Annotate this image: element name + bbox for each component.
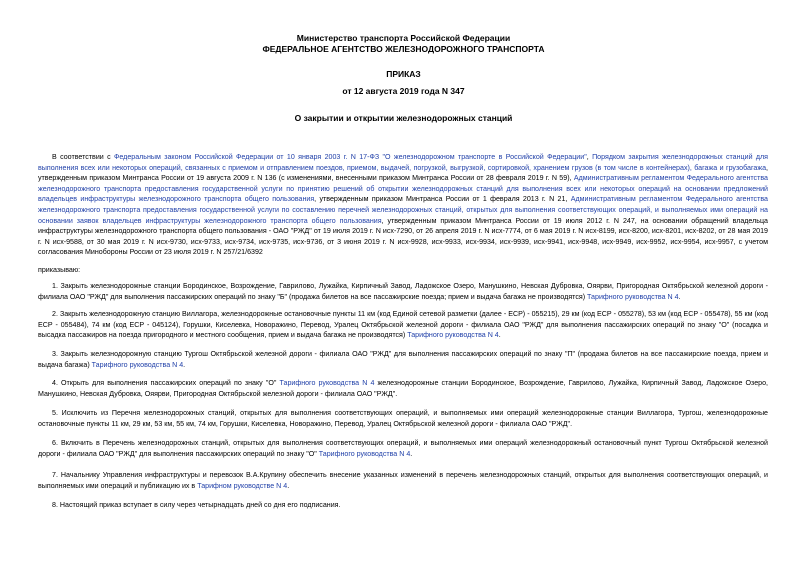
agency-title: ФЕДЕРАЛЬНОЕ АГЕНТСТВО ЖЕЛЕЗНОДОРОЖНОГО ТРАНСПОРТА <box>262 44 545 54</box>
item-text: 5. Исключить из Перечня железнодорожных станций, открытых для выполнения соответствующих операций, и выполняемых ими операций железнодорожные станции Виллагора, Тургош, железнодорожные остановочные пункты 11 км, 29 км, 53 км, 55 км, 74 км, Горушки, Киселевка, Новоражино, Перевод, Уралец Октябрьской железной дороги - филиала ОАО "РЖД". <box>38 409 768 428</box>
item-text: 7. Начальнику Управления инфраструктуры и перевозок В.А.Крупину обеспечить внесение указанных изменений в перечень железнодорожных станций, открытых для выполнения соответствующих операций, и выполняемых ими операций и публикацию их в <box>38 471 768 490</box>
doc-subject: О закрытии и открытии железнодорожных станций <box>294 113 513 123</box>
item-text: железнодорожные станции Бородинское, Возрождение, Гаврилово, Лужайка, Кирпичный Завод, Ладожское Озеро, Манушкино, Невская Дубровка, Ояярви, Пригородная Октябрьской железной дороги - филиала ОАО "РЖД". <box>38 379 769 398</box>
order-word: приказываю: <box>38 266 81 274</box>
tariff-guide-link[interactable]: Тарифного руководства N 4 <box>587 292 679 301</box>
item-text: 4. Открыть для выполнения пассажирских операций по знаку "О" <box>52 379 280 387</box>
ministry-title: Министерство транспорта Российской Федерации <box>296 33 511 43</box>
item-text: 3. Закрыть железнодорожную станцию Тургош Октябрьской железной дороги - филиала ОАО "РЖД" для выполнения пассажирских операций по знаку "П" (продажа билетов на все пассажирские поезда, прием и выдача багажа) <box>38 350 768 369</box>
preamble-text: , утвержденным приказом Минтранса России от 19 августа 2009 г. N 136 (с изменениями, внесенными приказом Минтранса России от 28 февраля 2019 г. N 59), <box>38 163 768 183</box>
preamble-text: В соответствии с <box>52 153 114 161</box>
item-tail: . <box>410 449 413 458</box>
preamble-text: , <box>586 153 593 161</box>
item-text: 8. Настоящий приказ вступает в силу через четырнадцать дней со дня его подписания. <box>52 501 341 509</box>
item-text: 6. Включить в Перечень железнодорожных станций, открытых для выполнения соответствующих операций, и выполняемых ими операций железнодорожный остановочный пункт Тургош Октябрьской железной дороги - филиала ОАО "РЖД" для выполнения пассажирских операций по знаку "О" <box>38 439 768 458</box>
tariff-guide-link[interactable]: Тарифного руководства N 4 <box>407 331 499 340</box>
federal-law-link[interactable]: Федеральным законом Российской Федерации от 10 января 2003 г. N 17-ФЗ "О железнодорожном транспорте в Российской Федерации" <box>114 153 587 161</box>
admin-regulation-list-link[interactable]: Административным регламентом Федерального агентства железнодорожного транспорта предоставления государственной услуги по составлению перечней железнодорожных станций, открытых для выполнения соответствующих операций, и выполняемых ими операций на основании заявок владельцев инфраструктуры железнодорожного транспорта общего пользования <box>38 195 768 225</box>
item-8 <box>38 500 768 511</box>
closure-procedure-link[interactable]: Порядком закрытия железнодорожных станций для выполнения всех или некоторых операций, связанных с приемом и отправлением поездов, приемом, выдачей, погрузкой, выгрузкой, сортировкой, хранением грузов (в том числе в контейнерах), багажа и грузобагажа <box>38 153 768 172</box>
tariff-guide-link[interactable]: Тарифного руководства N 4 <box>279 379 375 387</box>
item-7 <box>38 470 768 491</box>
preamble-paragraph <box>38 152 768 258</box>
item-tail: . <box>183 360 186 369</box>
item-text: 1. Закрыть железнодорожные станции Бородинское, Возрождение, Гаврилово, Лужайка, Кирпичный Завод, Ладожское Озеро, Манушкино, Невская Дубровка, Ояярви, Пригородная Октябрьской железной дороги - филиала ОАО "РЖД" для выполнения пассажирских операций по знаку "Б" (продажа билетов на все пассажирские поезда; прием и выдача багажа не производятся) <box>38 282 768 301</box>
item-3 <box>38 349 768 370</box>
admin-regulation-open-link[interactable]: Административным регламентом Федерального агентства железнодорожного транспорта предоставления государственной услуги по принятию решений об открытии железнодорожных станций для выполнения всех или некоторых операций на основании предложений владельцев инфраструктуры железнодорожного транспорта общего пользования <box>38 174 768 204</box>
tariff-guide-link[interactable]: Тарифном руководстве N 4 <box>197 481 288 490</box>
item-1 <box>38 281 768 302</box>
preamble-text: , утвержденным приказом Минтранса России от 19 июля 2012 г. N 247, на основании обращений владельца инфраструктуры железнодорожного транспорта общего пользования - ОАО "РЖД" от 19 июля 2019 г. N исх-7290, от 26 апреля 2019 г. N исх-7774, от 6 мая 2019 г. N исх-8199, исх-8200, исх-8201, исх-8202, от 28 мая 2019 г. N исх-9588, от 30 мая 2019 г. N исх-9730, исх-9733, исх-9734, исх-9735, исх-9736, от 3 июня 2019 г. N исх-9928, исх-9933, исх-9934, исх-9939, исх-9941, исх-9948, исх-9949, исх-9952, исх-9954, исх-9957, с учетом согласования Минобороны России от 23 июля 2019 г. N 257/21/6392 <box>38 216 768 257</box>
doc-type: ПРИКАЗ <box>386 69 421 79</box>
preamble-text: , утвержденным приказом Минтранса России от 1 февраля 2013 г. N 21, <box>314 195 571 204</box>
item-tail: . <box>498 331 501 340</box>
doc-date: от 12 августа 2019 года N 347 <box>342 86 465 96</box>
tariff-guide-link[interactable]: Тарифного руководства N 4 <box>318 449 411 458</box>
item-text: 2. Закрыть железнодорожную станцию Виллагора, железнодорожные остановочные пункты 11 км (код Единой сетевой разметки (далее - ЕСР) - 055215), 29 км (код ЕСР - 055278), 53 км (код ЕСР - 055478), 55 км (код ЕСР - 055484), 74 км (код ЕСР - 045124), Горушки, Киселевка, Новоражино, Перевод, Уралец Октябрьской железной дороги - филиала ОАО "РЖД" для выполнения пассажирских операций по знаку "О" (посадка и высадка пассажиров на поезда пригородного и местного сообщения, прием и выдача багажа не производятся) <box>38 310 768 340</box>
item-4 <box>38 378 768 399</box>
item-5 <box>38 408 768 429</box>
item-2 <box>38 309 768 341</box>
item-tail: . <box>678 292 681 301</box>
tariff-guide-link[interactable]: Тарифного руководства N 4 <box>91 360 184 369</box>
item-tail: . <box>287 481 290 490</box>
item-6 <box>38 438 768 459</box>
